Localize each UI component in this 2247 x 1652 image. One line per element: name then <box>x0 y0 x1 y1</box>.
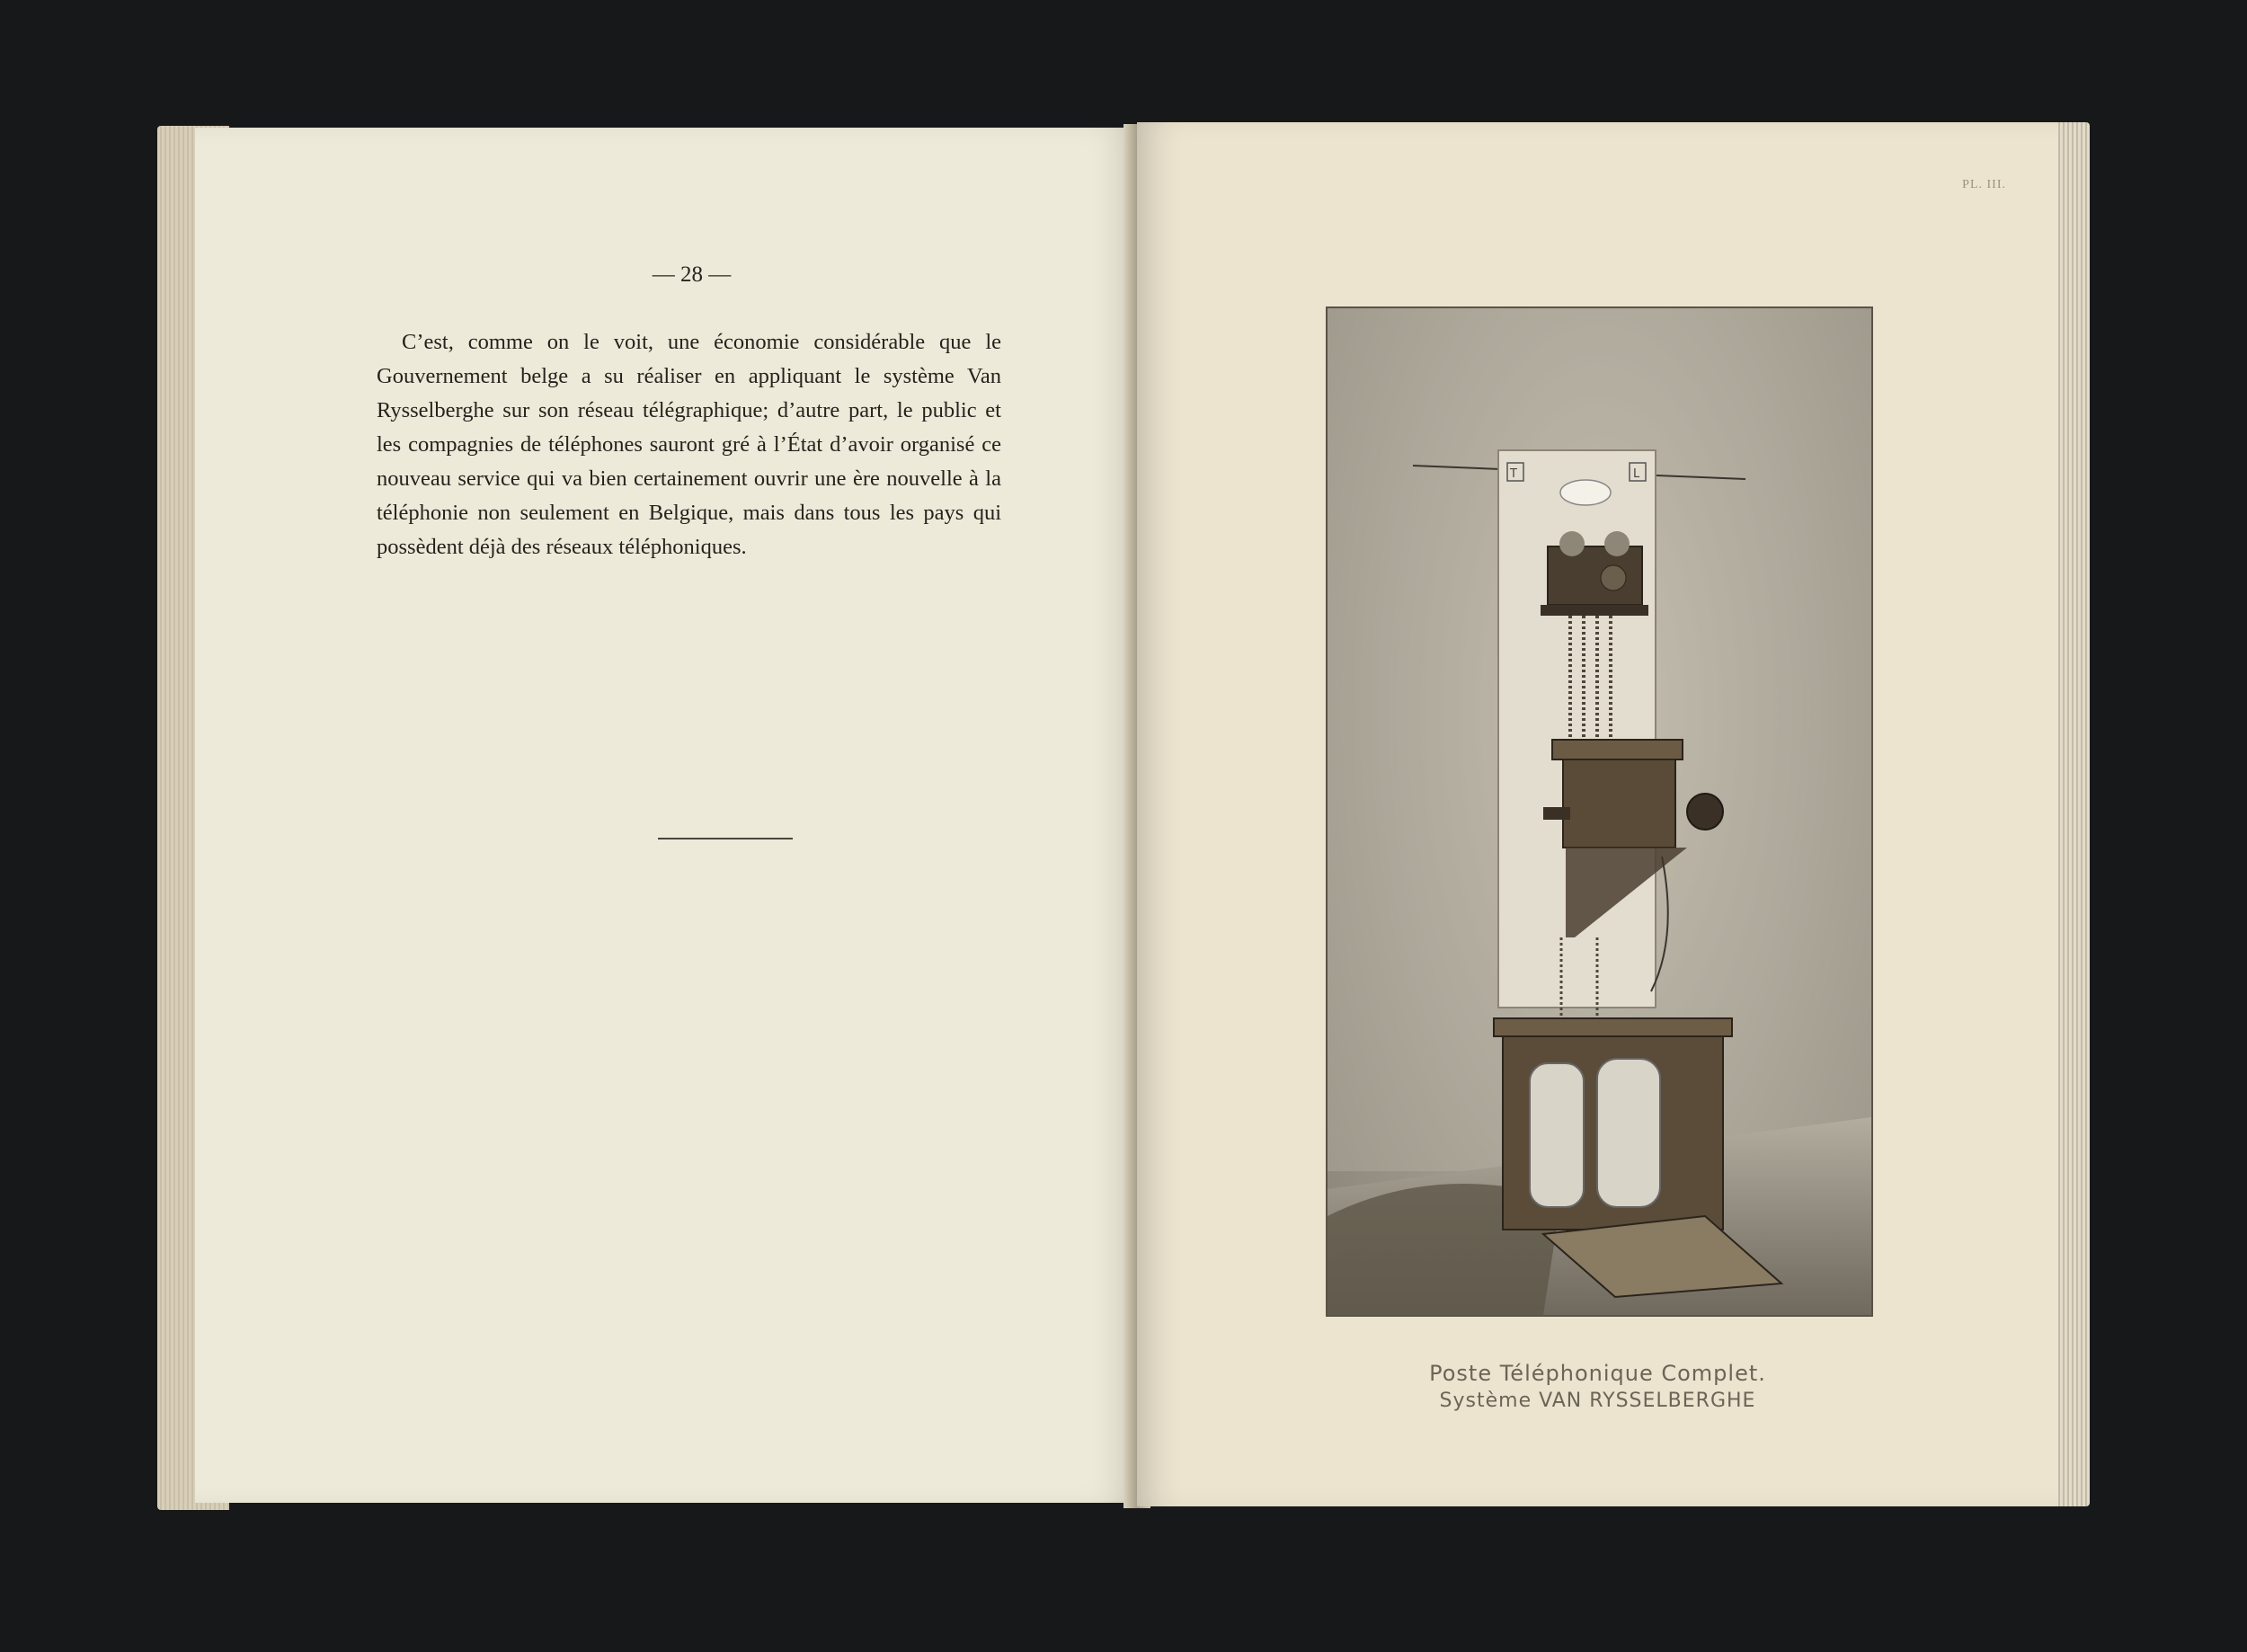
page-number: — 28 — <box>652 262 732 287</box>
page-edges-right <box>2054 122 2090 1506</box>
transmitter-box <box>1563 749 1675 848</box>
telephone-photograph <box>1326 306 1873 1317</box>
body-paragraph: C’est, comme on le voit, une économie considérable que le Gouvernement belge a su réaliser en appliquant le système Van Rysselberghe sur son réseau télégraphique; d’autre part, le public et les compagnies de téléphones sauront gré à l’État d’avoir organisé ce nouveau service qui va bien certainement ouvrir une ère nouvelle à la téléphonie non seulement en Belgique, mais dans tous les pays qui possèdent déjà des réseaux téléphoniques. <box>377 329 1001 559</box>
plate-label: PL. III. <box>1962 178 2006 191</box>
right-page <box>1137 122 2058 1506</box>
board-letter-l: L <box>1633 467 1640 481</box>
section-rule <box>658 838 793 839</box>
caption-line-2: Système VAN RYSSELBERGHE <box>1439 1390 1756 1412</box>
left-page <box>195 128 1134 1503</box>
open-book <box>157 115 2090 1522</box>
caption-line-1: Poste Téléphonique Complet. <box>1429 1361 1766 1386</box>
board-letter-t: T <box>1510 467 1517 481</box>
bell-box <box>1548 546 1642 605</box>
